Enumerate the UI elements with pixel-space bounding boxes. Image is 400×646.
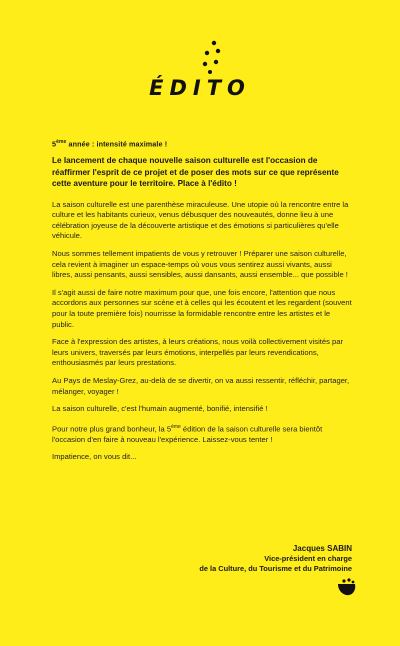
paragraph-6: La saison culturelle, c'est l'humain augmenté, bonifié, intensifié ! <box>52 404 268 414</box>
kicker-heading: 5ème année : intensité maximale ! <box>52 139 168 149</box>
signatory-name: Jacques SABIN <box>292 544 352 553</box>
paragraph-4: Face à l'expression des artistes, à leurs créations, nous voilà collectivement visités par leurs univers, traversés par leurs émotions, interpellés par leurs revendications, enthousiasmés par leurs prestations. <box>52 337 343 368</box>
paragraph-5: Au Pays de Meslay-Grez, au-delà de se divertir, on va aussi ressentir, réfléchir, partager, mélanger, voyager ! <box>52 375 350 396</box>
signature-block <box>199 543 352 574</box>
dots-icon <box>196 40 226 74</box>
paragraph-2: Nous sommes tellement impatients de vous y retrouver ! Préparer une saison culturelle, cela revient à imaginer un espace-temps où vous vous sentirez aussi vivants, aussi libres, aussi pensants, aussi sensibles, aussi dansants, aussi ensemble... que possible ! <box>52 248 348 280</box>
brand-logo-icon <box>337 578 357 596</box>
paragraph-7: Pour notre plus grand bonheur, la 5ème édition de la saison culturelle sera bientôt l'occasion d'en faire à nouveau l'expérience. Laissez-vous tenter ! <box>52 423 323 444</box>
lead-paragraph: Le lancement de chaque nouvelle saison culturelle est l'occasion de réaffirmer l'esprit de ce projet et de poser des mots sur ce que représente cette aventure pour le territoire. Place à l'édito ! <box>52 156 339 189</box>
signatory-role-line-2: de la Culture, du Tourisme et du Patrimoine <box>199 564 352 573</box>
signatory-role-line-1: Vice-président en charge <box>264 554 352 563</box>
paragraph-3: Il s'agit aussi de faire notre maximum pour que, une fois encore, l'attention que nous accordons aux personnes sur scène et à celles qui les écoutent et les regardent (souvent pour la toute première fois) nourrisse la formidable rencontre entre les artistes et le public. <box>52 287 352 329</box>
closing-line: Impatience, on vous dit... <box>52 452 137 462</box>
page-title: ÉDITO <box>149 76 251 100</box>
paragraph-1: La saison culturelle est une parenthèse miraculeuse. Une utopie où la rencontre entre la culture et les habitants curieux, venus débusquer des nouveautés, donne lieu à une célébration joyeuse de la découverte artistique et des émotions si particulières qu'elle véhicule. <box>52 199 349 241</box>
article-body <box>52 139 352 470</box>
